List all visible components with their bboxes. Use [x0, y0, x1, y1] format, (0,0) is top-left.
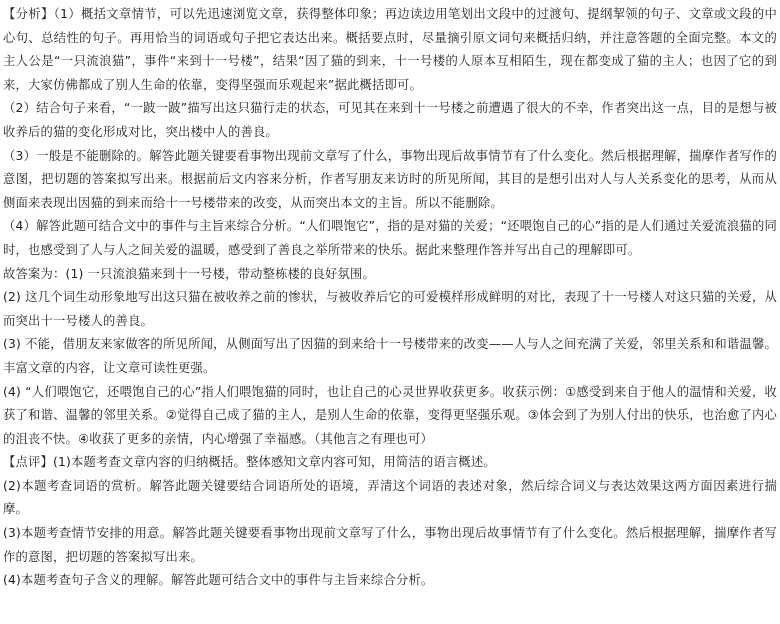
- analysis-paragraph-3: （3）一般是不能删除的。解答此题关键要看事物出现前文章写了什么，事物出现后故事情节有了什么变化。然后根据理解，揣摩作者写作的意图，把切题的答案拟写出来。根据前后文内容来分析，作者写朋友来访时的所见所闻，其目的是想引出对人与人关系变化的思考，从而从侧面来表现出因猫的到来而给十一号楼带来的改变，从而突出本文的主旨。所以不能删除。: [3, 148, 777, 210]
- answer-paragraph-2: (2) 这几个词生动形象地写出这只猫在被收养之前的惨状，与被收养后它的可爱模样形成鲜明的对比，表现了十一号楼人对这只猫的关爱，从而突出十一号楼人的善良。: [3, 290, 777, 328]
- comment-paragraph-4: (4)本题考查句子含义的理解。解答此题可结合文中的事件与主旨来综合分析。: [3, 573, 434, 588]
- analysis-paragraph-2: （2）结合句子来看，“一跛一跛”描写出这只猫行走的状态，可见其在来到十一号楼之前遭遇了很大的不幸，作者突出这一点，目的是想与被收养后的猫的变化形成对比，突出楼中人的善良。: [3, 101, 777, 139]
- answer-paragraph-1: 故答案为：(1) 一只流浪猫来到十一号楼，带动整栋楼的良好氛围。: [3, 266, 376, 281]
- comment-paragraph-1: 【点评】(1)本题考查文章内容的归纳概括。整体感知文章内容可知，用简洁的语言概述。: [3, 455, 496, 470]
- analysis-paragraph-4: （4）解答此题可结合文中的事件与主旨来综合分析。“人们喂饱它”，指的是对猫的关爱；“还喂饱自己的心”指的是人们通过关爱流浪猫的同时，也感受到了人与人之间关爱的温暖，感受到了善良之举所带来的快乐。据此来整理作答并写出自己的理解即可。: [3, 219, 777, 257]
- answer-paragraph-3: (3) 不能，借朋友来家做客的所见所闻，从侧面写出了因猫的到来给十一号楼带来的改变——人与人之间充满了关爱，邻里关系和和谐温馨。丰富文章的内容，让文章可读性更强。: [3, 337, 777, 375]
- comment-paragraph-3: (3)本题考查情节安排的用意。解答此题关键要看事物出现前文章写了什么，事物出现后故事情节有了什么变化。然后根据理解，揣摩作者写作的意图，把切题的答案拟写出来。: [3, 526, 777, 564]
- analysis-paragraph-1: 【分析】（1）概括文章情节，可以先迅速浏览文章，获得整体印象；再边读边用笔划出文段中的过渡句、提纲挈领的句子、文章或文段的中心句、总结性的句子。再用恰当的词语或句子把它表达出来。概括要点时，尽量摘引原文词句来概括归纳，并注意答题的全面完整。本文的主人公是“一只流浪猫”，事件“来到十一号楼”，结果“因了猫的到来，十一号楼的人原本互相陌生，现在都变成了猫的主人；也因了它的到来，大家仿佛都成了别人生命的依靠，变得坚强而乐观起来”据此概括即可。: [3, 7, 777, 92]
- comment-paragraph-2: (2)本题考查词语的赏析。解答此题关键要结合词语所处的语境，弄清这个词语的表述对象，然后综合词义与表达效果这两方面因素进行揣摩。: [3, 478, 777, 517]
- answer-paragraph-4: (4) “人们喂饱它，还喂饱自己的心”指人们喂饱猫的同时，也让自己的心灵世界收获更多。收获示例：①感受到来自于他人的温情和关爱，收获了和谐、温馨的邻里关系。②觉得自己成了猫的主人，是别人生命的依靠，变得更坚强乐观。③体会到了为别人付出的快乐，也治愈了内心的沮丧不快。④收获了更多的亲情，内心增强了幸福感。（其他言之有理也可）: [3, 384, 777, 446]
